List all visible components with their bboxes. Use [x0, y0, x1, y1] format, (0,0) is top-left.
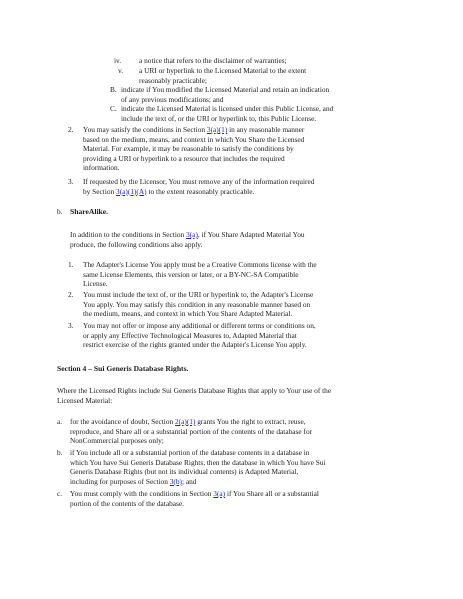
- text-line: [70, 417, 306, 426]
- text-segment: reproduce, and Share all or a substantial portion of the contents of the database for: [70, 426, 313, 436]
- text-segment: or apply any Effective Technological Measures to, Adapted Material that: [83, 330, 297, 340]
- list-marker: 3.: [68, 321, 74, 330]
- section-link[interactable]: 3(b): [169, 476, 182, 486]
- section-heading: ShareAlike.: [70, 207, 109, 216]
- text-line: [83, 187, 254, 196]
- text-segment: the medium, means, and context in which You Share Adapted Material.: [83, 309, 293, 318]
- text-line: [70, 427, 312, 436]
- text-line: [70, 436, 164, 445]
- text-line: [83, 321, 316, 330]
- text-line: [70, 477, 196, 486]
- text-segment: a URI or hyperlink to the Licensed Material to the extent: [139, 66, 307, 75]
- text-line: [83, 125, 304, 134]
- text-line: [83, 340, 307, 349]
- text-line: [83, 177, 314, 186]
- text-line: [121, 114, 316, 123]
- text-line: [57, 386, 331, 395]
- text-segment: Where the Licensed Rights include Sui Generis Database Rights that apply to Your use of the: [57, 386, 332, 395]
- text-segment: The Adapter's License You apply must be a Creative Commons license with the: [83, 260, 317, 269]
- text-segment: produce, the following conditions also apply.: [70, 239, 203, 249]
- text-segment: You must comply with the conditions in Section: [70, 489, 214, 498]
- text-segment: of any previous modifications; and: [121, 94, 224, 104]
- section-link[interactable]: 3(a)(1)(A): [116, 186, 147, 196]
- text-line: [70, 467, 298, 476]
- text-segment: include the text of, or the URI or hyperlink to, this Public License.: [121, 113, 317, 123]
- text-segment: if You include all or a substantial portion of the database contents in a database in: [70, 448, 310, 457]
- text-line: [70, 230, 305, 239]
- text-segment: including for purposes of Section: [70, 476, 170, 486]
- text-segment: You may satisfy the conditions in Section: [83, 125, 207, 134]
- text-segment: grants You the right to extract, reuse,: [195, 417, 306, 426]
- text-segment: indicate if You modified the Licensed Material and retain an indication: [121, 85, 330, 94]
- text-segment: You may not offer or impose any additional or different terms or conditions on,: [83, 321, 316, 330]
- text-segment: providing a URI or hyperlink to a resource that includes the required: [83, 153, 285, 163]
- text-line: [83, 309, 292, 318]
- text-line: [83, 279, 108, 288]
- text-line: [70, 240, 202, 249]
- text-segment: reasonably practicable;: [139, 75, 207, 85]
- text-line: [83, 135, 304, 144]
- section-link[interactable]: 2(a)(1): [175, 417, 196, 426]
- text-segment: Generis Database Rights (but not its individual contents) is Adapted Material,: [70, 467, 299, 476]
- section-heading: Section 4 – Sui Generis Database Rights.: [57, 364, 189, 373]
- list-marker: C.: [110, 104, 117, 113]
- text-line: [83, 331, 297, 340]
- text-segment: for the avoidance of doubt, Section: [70, 417, 176, 426]
- list-marker: c.: [57, 489, 63, 498]
- text-segment: restrict exercise of the rights granted under the Adapter's License You apply.: [83, 340, 307, 349]
- list-marker: b.: [57, 448, 63, 457]
- text-segment: NonCommercial purposes only;: [70, 436, 164, 445]
- text-line: [83, 300, 310, 309]
- text-line: [70, 448, 309, 457]
- section-link[interactable]: 3(a): [213, 489, 226, 498]
- text-line: [139, 56, 287, 65]
- text-segment: ; and: [182, 476, 197, 486]
- text-segment: You apply. You may satisfy this condition in any reasonable manner based on: [83, 299, 311, 309]
- text-line: [83, 154, 285, 163]
- list-marker: B.: [110, 85, 117, 94]
- text-line: [121, 95, 223, 104]
- text-segment: which You have Sui Generis Database Rights, then the database in which You have Sui: [70, 457, 326, 467]
- text-segment: , if You Share Adapted Material You: [197, 230, 305, 239]
- text-segment: indicate the Licensed Material is licensed under this Public License, and: [121, 104, 334, 113]
- text-segment: based on the medium, means, and context in which You Share the Licensed: [83, 134, 305, 144]
- text-segment: information.: [83, 163, 120, 172]
- list-marker: a.: [57, 417, 63, 426]
- text-line: [70, 489, 319, 498]
- text-line: [139, 76, 207, 85]
- text-segment: If requested by the Licensor, You must remove any of the information required: [83, 177, 315, 186]
- list-marker: b.: [57, 207, 63, 216]
- text-line: [83, 144, 294, 153]
- text-segment: in any reasonable manner: [227, 125, 305, 134]
- text-line: [70, 458, 326, 467]
- text-line: [139, 66, 306, 75]
- section-link[interactable]: 3(a): [186, 230, 198, 239]
- text-segment: a notice that refers to the disclaimer of warranties;: [139, 56, 287, 65]
- section-link[interactable]: 3(a)(1): [206, 125, 228, 134]
- text-segment: You must include the text of, or the URI or hyperlink to, the Adapter's License: [83, 290, 314, 299]
- text-line: [57, 396, 112, 405]
- text-segment: Licensed Material:: [57, 395, 113, 405]
- text-segment: if You Share all or a substantial: [225, 489, 319, 498]
- text-line: [121, 104, 333, 113]
- text-segment: portion of the contents of the database.: [70, 498, 184, 508]
- text-segment: to the extent reasonably practicable.: [146, 186, 255, 196]
- text-line: [83, 270, 299, 279]
- list-marker: 3.: [68, 177, 74, 186]
- text-segment: In addition to the conditions in Section: [70, 230, 187, 239]
- list-marker: iv.: [114, 56, 122, 65]
- text-segment: Material. For example, it may be reasonable to satisfy the conditions by: [83, 144, 294, 153]
- text-segment: same License Elements, this version or later, or a BY-NC-SA Compatible: [83, 269, 299, 279]
- text-line: [83, 260, 317, 269]
- list-marker: 2.: [68, 290, 74, 299]
- list-marker: v.: [118, 66, 124, 75]
- text-line: [83, 163, 120, 172]
- list-marker: 2.: [68, 125, 74, 134]
- list-marker: 1.: [68, 260, 74, 269]
- text-segment: License.: [83, 279, 108, 288]
- text-line: [70, 499, 184, 508]
- text-line: [83, 290, 313, 299]
- text-line: [121, 85, 329, 94]
- text-segment: by Section: [83, 186, 117, 196]
